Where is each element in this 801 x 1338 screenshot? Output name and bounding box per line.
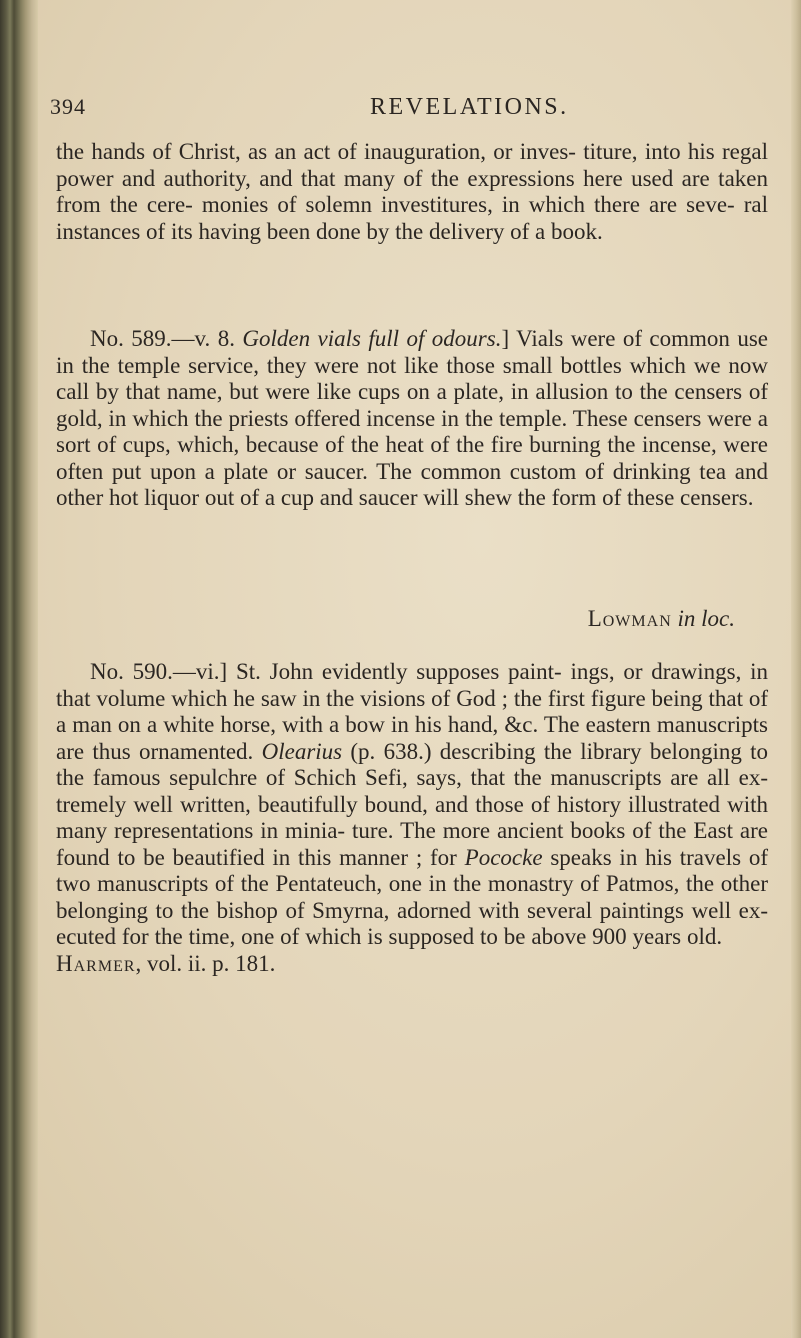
book-spine-shadow	[0, 0, 38, 1338]
attribution-ref: in loc.	[677, 606, 735, 631]
paragraph-continuation: the hands of Christ, as an act of inauguration, or inves- titure, into his regal power and authority, and that many of the expressions here used are taken from the cere- monies of solemn investitures, in which there are seve- ral instances of its having been done by the delivery of a book.	[56, 139, 768, 244]
page-number: 394	[50, 94, 86, 119]
name-olearius: Olearius	[261, 738, 343, 764]
entry-body-590-c: speaks in his travels of two manuscripts of the Pentateuch, one in the monastry of Patmos, the other belonging to the bishop of Smyrna, adorned with several paintings well ex- ecuted for the time, one of which is supposed to be above 900 years old.	[56, 844, 769, 949]
paragraph-589	[56, 326, 768, 512]
entry-body-590-b: (p. 638.) describing the library belonging to the famous sepulchre of Schich Sefi, says, that the manuscripts are all ex- tremely well written, beautifully bound, and those of history illustrated with many representations in minia- ture. The more ancient books of the East are found to be beautified in this manner ; for	[56, 738, 769, 870]
entry-body-589: Vials were of common use in the temple service, they were not like those small bottles which we now call by that name, but were like cups on a plate, in allusion to the censers of gold, in which the priests offered incense in the temple. These censers were a sort of cups, which, because of the heat of the fire burning the incense, were often put upon a plate or saucer. The common custom of drinking tea and other hot liquor out of a cup and saucer will shew the form of these censers.	[56, 326, 769, 510]
attribution-harmer: Harmer	[56, 950, 136, 976]
running-head: REVELATIONS.	[370, 94, 569, 120]
attribution-name: Lowman	[587, 606, 672, 631]
name-pococke: Pococke	[464, 844, 543, 870]
page-header	[0, 94, 801, 134]
entry-body-590-a: No. 590.—vi.] St. John evidently supposes paint- ings, or drawings, in that volume which he saw in the visions of God ; the first figure being that of a man on a white horse, with a bow in his hand, &c. The eastern manuscripts are thus ornamented.	[56, 659, 768, 764]
attribution-lowman	[588, 606, 735, 633]
quote-bracket: ]	[501, 326, 510, 351]
verse-quote-589: Golden vials full of odours.	[242, 326, 502, 351]
paragraph-590	[56, 659, 768, 977]
entry-number-589: No. 589.—v. 8.	[90, 326, 235, 351]
attribution-harmer-ref: , vol. ii. p. 181.	[135, 950, 276, 976]
page-edge	[791, 0, 801, 1338]
